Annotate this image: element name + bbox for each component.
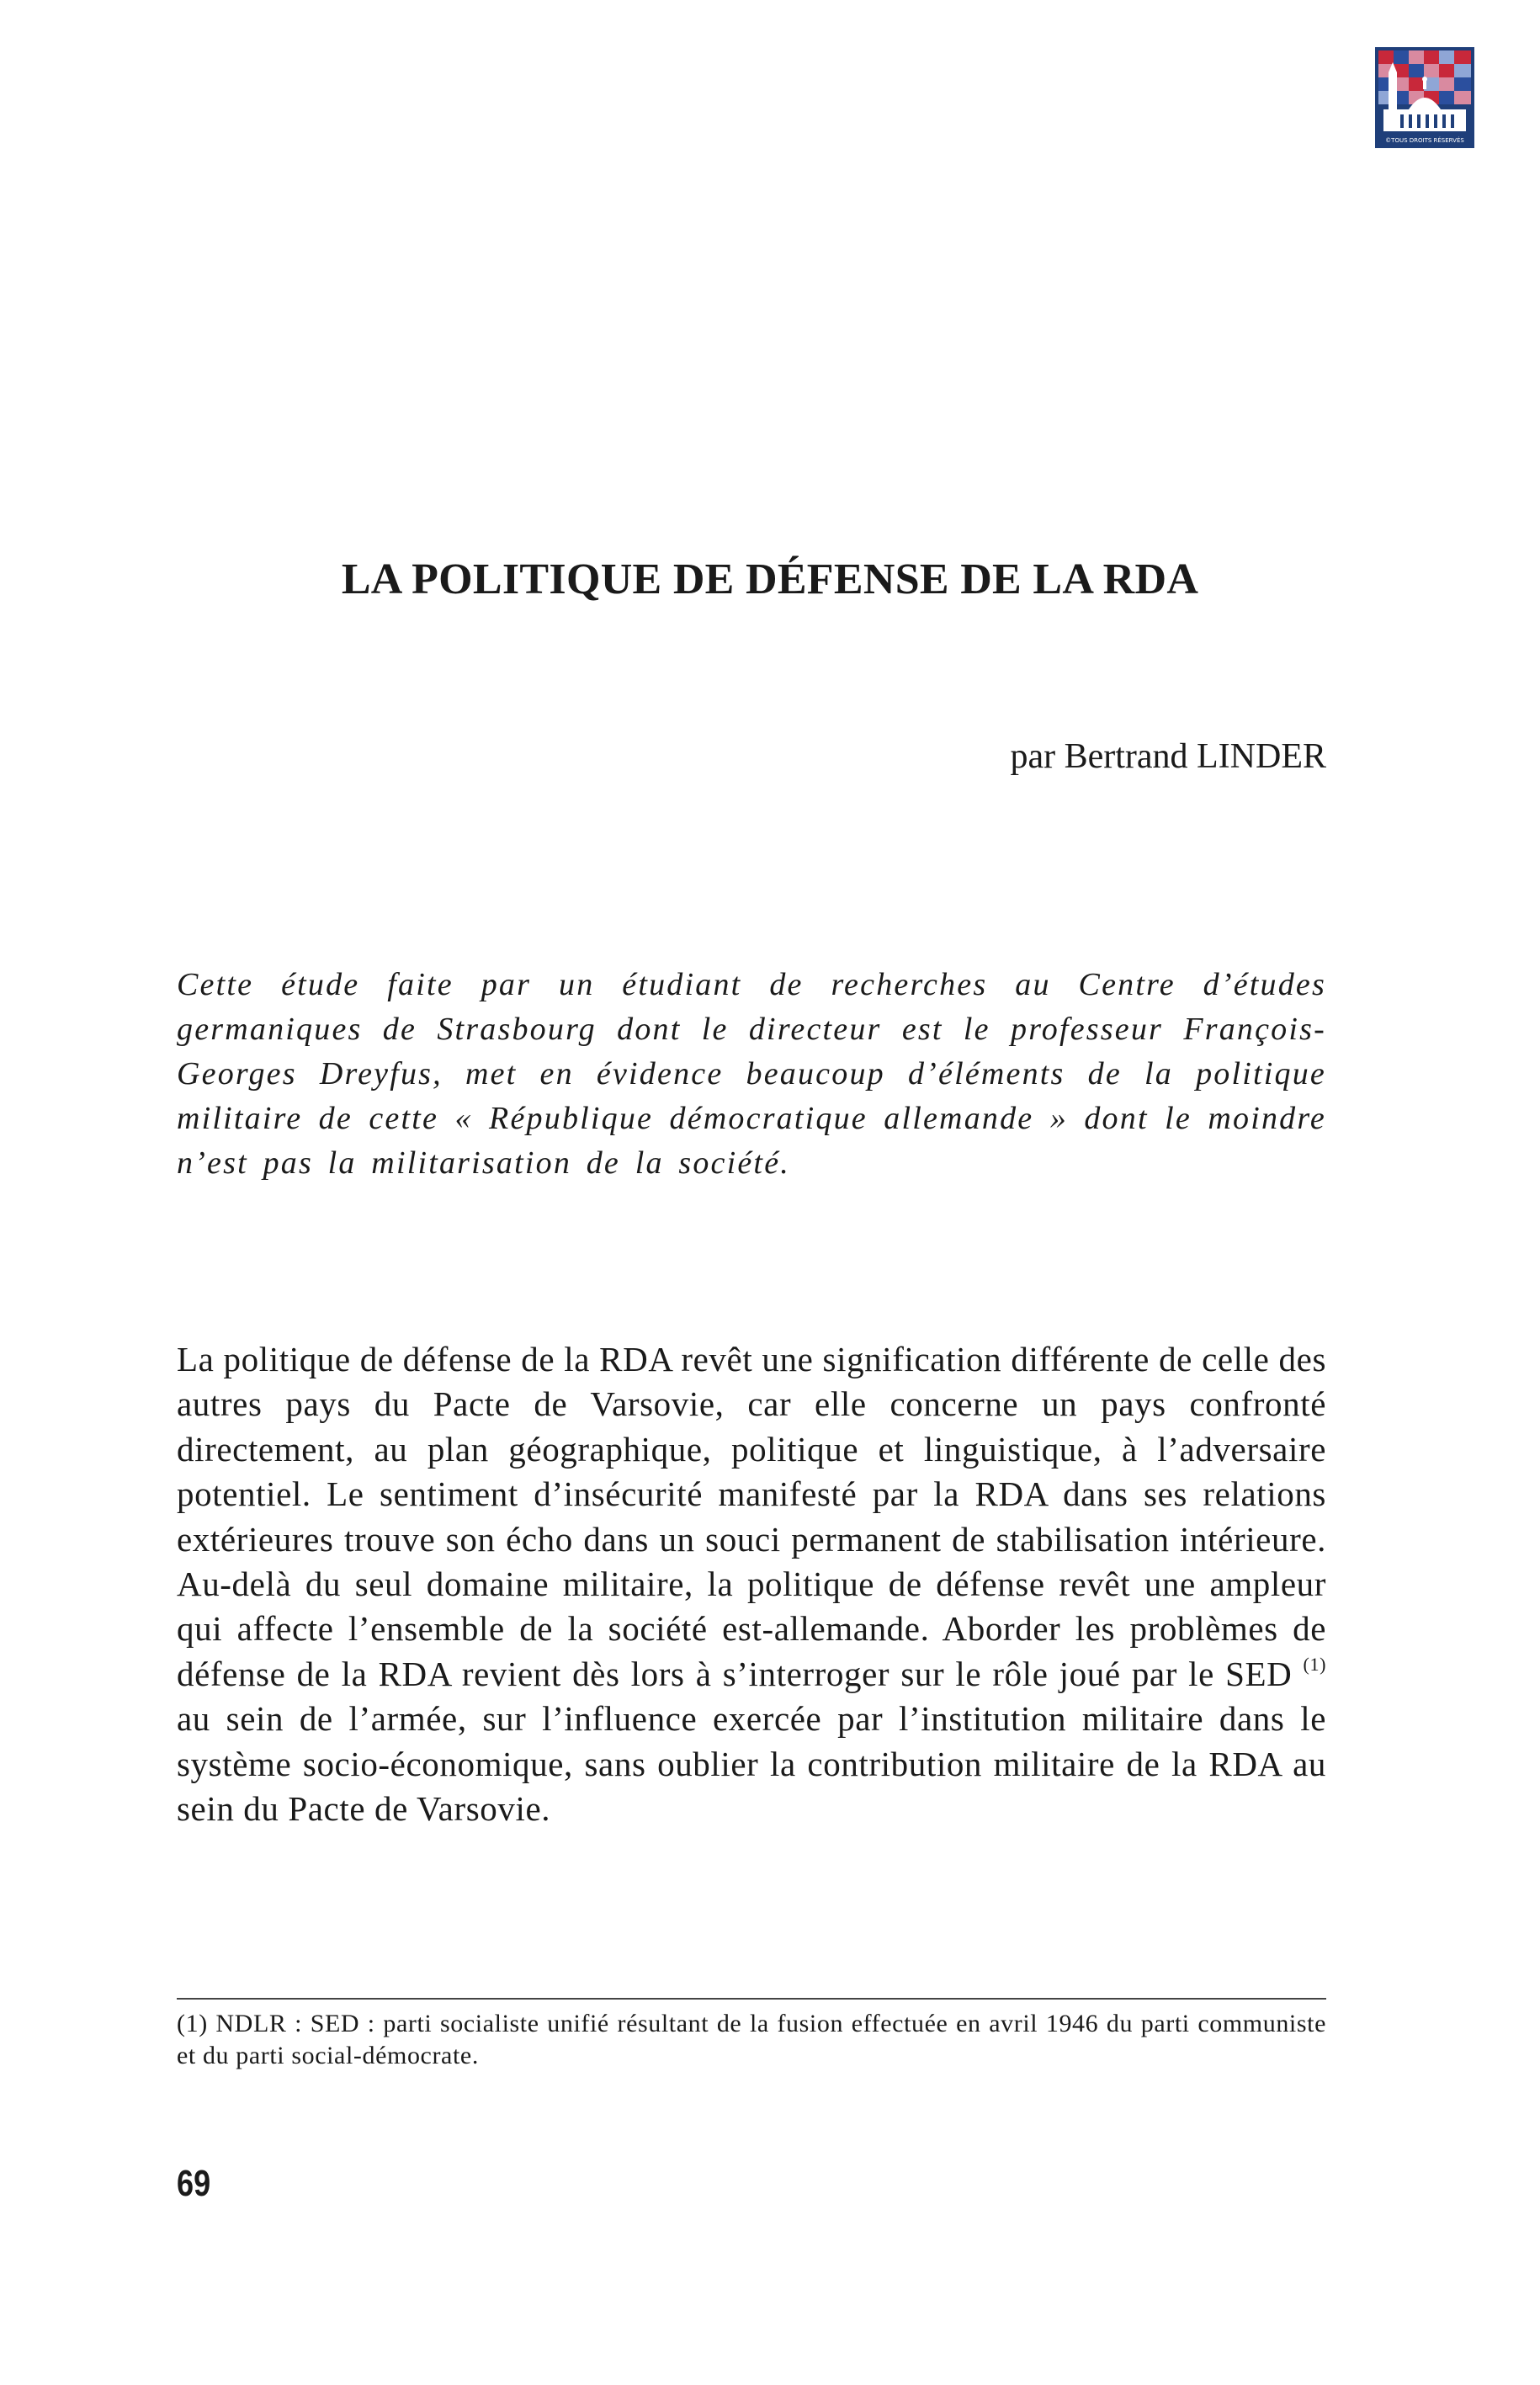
article-title: LA POLITIQUE DE DÉFENSE DE LA RDA [341, 555, 1199, 603]
institution-dome-logo-icon [1375, 47, 1474, 148]
article-abstract: Cette étude faite par un étudiant de recherches au Centre d’études germaniques de Strasbourg dont le directeur est le professeur François-Georges Dreyfus, met en évidence beaucoup d’éléments de la politique militaire de cette « République démocratique allemande » dont le moindre n’est pas la militarisation de la société. [177, 967, 1326, 1181]
body-text-after-note: au sein de l’armée, sur l’influence exercée par l’institution militaire dans le système socio-économique, sans oublier la contribution militaire de la RDA au sein du Pacte de Varsovie. [177, 1699, 1326, 1829]
footnote-divider [177, 1998, 1326, 2000]
article-author: par Bertrand LINDER [1010, 737, 1326, 776]
page-number: 69 [177, 2163, 211, 2204]
article-body-paragraph [177, 1337, 1326, 1831]
footnote-reference: (1) [1303, 1653, 1326, 1675]
footnote: (1) NDLR : SED : parti socialiste unifié résultant de la fusion effectuée en avril 1946 du parti communiste et du parti social-démocrate. [177, 2010, 1326, 2069]
logo-copyright-text: ©TOUS DROITS RÉSERVÉS [1385, 137, 1464, 144]
logo [1375, 47, 1474, 148]
body-text-before-note: La politique de défense de la RDA revêt une signification différente de celle des autres pays du Pacte de Varsovie, car elle concerne un pays confronté directement, au plan géographique, politique et linguistique, à l’adversaire potentiel. Le sentiment d’insécurité manifesté par la RDA dans ses relations extérieures trouve son écho dans un souci permanent de stabilisation intérieure. Au-delà du seul domaine militaire, la politique de défense revêt une ampleur qui affecte l’ensemble de la société est-allemande. Aborder les problèmes de défense de la RDA revient dès lors à s’interroger sur le rôle joué par le SED [177, 1340, 1326, 1693]
